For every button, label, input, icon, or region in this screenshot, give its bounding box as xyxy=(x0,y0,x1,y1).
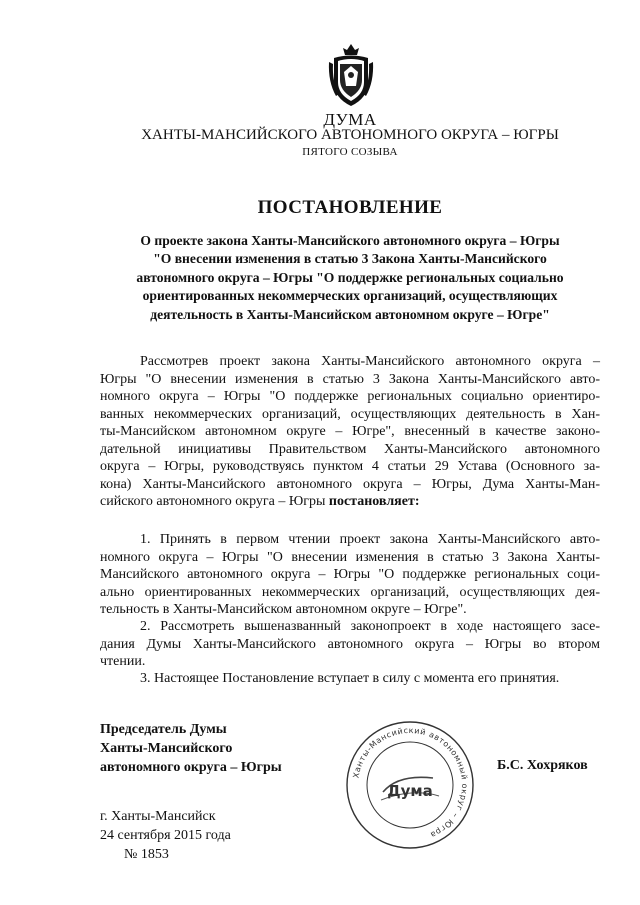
signatory-title-line: автономного округа – Югры xyxy=(100,760,282,775)
subject-line: ориентированных некоммерческих организаций, осуществляющих xyxy=(142,288,558,304)
preamble-line: ванных некоммерческих организаций, осуществляющих деятельность в Хан- xyxy=(100,406,600,422)
document-type: ПОСТАНОВЛЕНИЕ xyxy=(257,197,443,218)
coat-of-arms-icon xyxy=(326,42,376,108)
document-date: 24 сентября 2015 года xyxy=(100,828,231,843)
subject-line: автономного округа – Югры "О поддержке региональных социально xyxy=(136,269,564,285)
stamp-ring-text: Ханты-Мансийский автономный округ – Югра xyxy=(351,725,470,840)
preamble-line: кона) Ханты-Мансийского автономного округа – Югры, Дума Ханты-Ман- xyxy=(100,476,600,492)
convocation: ПЯТОГО СОЗЫВА xyxy=(302,146,398,158)
item-line: ально ориентированных некоммерческих организаций, осуществляющих дея- xyxy=(100,584,600,600)
signatory-name: Б.С. Хохряков xyxy=(497,758,588,773)
preamble-line: сийского автономного округа – Югры xyxy=(100,494,326,509)
item-line: 3. Настоящее Постановление вступает в силу с момента его принятия. xyxy=(140,671,560,686)
signatory-title-line: Ханты-Мансийского xyxy=(100,741,233,756)
city: г. Ханты-Мансийск xyxy=(100,809,216,824)
item-line: чтении. xyxy=(100,654,146,669)
stamp-center-text: Дума xyxy=(387,782,433,800)
preamble-line: Югры "О внесении изменения в статью 3 Закона Ханты-Мансийского авто- xyxy=(100,371,600,387)
item-line: дания Думы Ханты-Мансийского автономного округа – Югры во втором xyxy=(100,636,600,652)
official-seal-stamp xyxy=(343,718,477,852)
subject-line: О проекте закона Ханты-Мансийского автономного округа – Югры xyxy=(140,233,560,248)
preamble-line: ты-Мансийском автономном округе – Югре", внесенный в качестве законо- xyxy=(100,424,600,439)
resolution-item-3 xyxy=(100,670,600,688)
resolution-item-2 xyxy=(100,618,600,671)
preamble-line: номного округа – Югры "О поддержке региональных социально ориентиро- xyxy=(100,389,600,404)
preamble-paragraph xyxy=(100,353,600,511)
signatory-title xyxy=(100,720,300,777)
item-line: номного округа – Югры "О внесении изменения в статью 3 Закона Ханты- xyxy=(100,549,600,565)
item-line: Мансийского автономного округа – Югры "О поддержке региональных соци- xyxy=(100,567,600,582)
preamble-line: дательной инициативы Правительством Ханты-Мансийского автономного xyxy=(100,441,600,457)
subject-line: деятельность в Ханты-Мансийском автономном округе – Югре" xyxy=(150,306,550,322)
subject-line: "О внесении изменения в статью 3 Закона Ханты-Мансийского xyxy=(153,251,547,267)
signatory-title-line: Председатель Думы xyxy=(100,722,227,737)
resolution-item-1 xyxy=(100,531,600,619)
document-subject xyxy=(100,232,600,324)
document-number: № 1853 xyxy=(124,847,169,862)
item-line: 1. Принять в первом чтении проект закона Ханты-Мансийского авто- xyxy=(140,532,600,547)
region-name: ХАНТЫ-МАНСИЙСКОГО АВТОНОМНОГО ОКРУГА – ЮГРЫ xyxy=(141,127,559,143)
resolves-keyword: постановляет: xyxy=(328,494,420,509)
preamble-line: Рассмотрев проект закона Ханты-Мансийского автономного округа – xyxy=(140,354,600,369)
preamble-line: округа – Югры, руководствуясь пунктом 4 статьи 29 Устава (Основного за- xyxy=(100,459,600,474)
document-footer xyxy=(100,807,300,864)
item-line: тельность в Ханты-Мансийском автономном округе – Югре". xyxy=(100,602,467,617)
organization-name: ДУМА xyxy=(323,110,377,129)
item-line: 2. Рассмотреть вышеназванный законопроект в ходе настоящего засе- xyxy=(140,619,600,634)
